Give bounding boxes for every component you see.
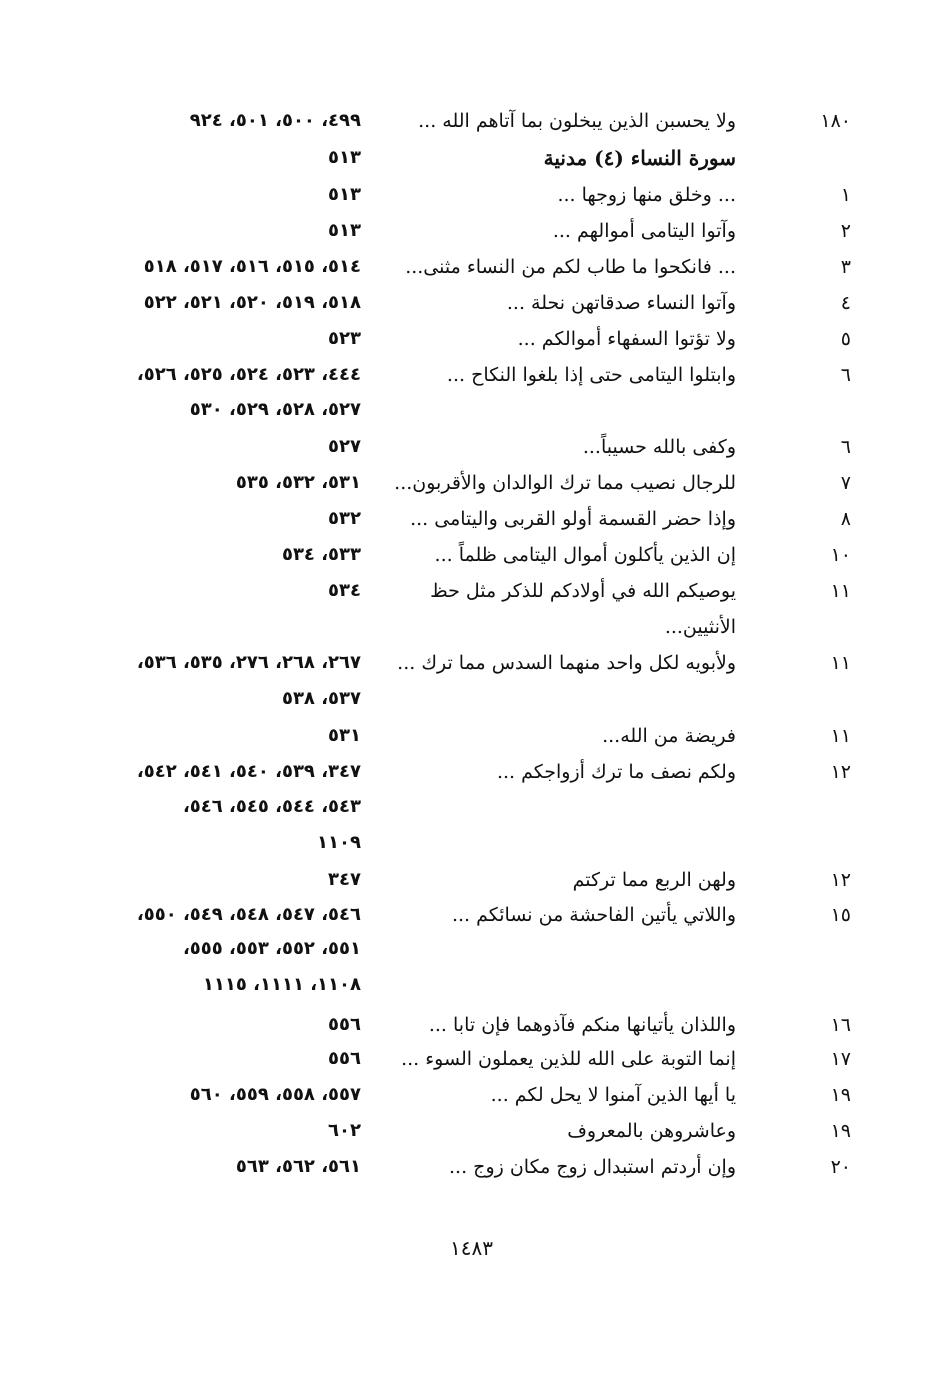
page-references: ٣٤٧، ٥٣٩، ٥٤٠، ٥٤١، ٥٤٢، — [136, 761, 361, 782]
verse-text: ... فانكحوا ما طاب لكم من النساء مثنى... — [405, 256, 736, 278]
index-row-continuation — [0, 681, 943, 717]
page-references: ٥٢٣ — [328, 328, 361, 349]
page-references: ٥١٣ — [328, 147, 361, 168]
page-references: ٥٥٦ — [328, 1048, 361, 1069]
verse-number: ١٢ — [830, 869, 851, 891]
index-row-continuation — [0, 392, 943, 428]
verse-number: ٢٠ — [830, 1156, 851, 1178]
index-row — [0, 357, 943, 393]
page-references: ٤٤٤، ٥٢٣، ٥٢٤، ٥٢٥، ٥٢٦، — [136, 364, 361, 385]
verse-text: ... وخلق منها زوجها ... — [557, 184, 736, 206]
verse-text: للرجال نصيب مما ترك الوالدان والأقربون... — [394, 472, 736, 494]
index-row — [0, 321, 943, 357]
page-references: ٥٣١ — [328, 725, 361, 746]
page-references: ٢٦٧، ٢٦٨، ٢٧٦، ٥٣٥، ٥٣٦، — [136, 652, 361, 673]
verse-text: وآتوا النساء صدقاتهن نحلة ... — [506, 292, 736, 314]
index-row-continuation — [0, 931, 943, 967]
page-references: ٥٥٦ — [328, 1014, 361, 1035]
page-number: ١٤٨٣ — [450, 1236, 493, 1260]
surah-heading: سورة النساء (٤) مدنية — [543, 146, 736, 170]
page-references: ٥٢٧ — [328, 436, 361, 457]
page-references: ٥١٣ — [328, 220, 361, 241]
page-references: ٣٤٧ — [328, 869, 361, 890]
verse-number: ٤ — [840, 292, 851, 314]
verse-number: ١٥ — [830, 904, 851, 926]
index-row — [0, 285, 943, 321]
page-references: ٥٣٤ — [328, 580, 361, 601]
index-row-continuation — [0, 825, 943, 861]
page-references: ٥٣١، ٥٣٢، ٥٣٥ — [235, 472, 361, 493]
verse-text: ولكم نصف ما ترك أزواجكم ... — [496, 761, 736, 783]
index-row — [0, 754, 943, 790]
page-references: ٥٥١، ٥٥٢، ٥٥٣، ٥٥٥، — [182, 938, 361, 959]
index-row — [0, 429, 943, 465]
index-row — [0, 718, 943, 754]
verse-text: إن الذين يأكلون أموال اليتامى ظلماً ... — [434, 544, 736, 566]
verse-number: ١١ — [830, 580, 851, 602]
verse-text: وعاشروهن بالمعروف — [567, 1120, 736, 1142]
verse-text: واللذان يأتيانها منكم فآذوهما فإن تابا ... — [428, 1014, 736, 1036]
index-row — [0, 1113, 943, 1149]
verse-text: ولا يحسبن الذين يبخلون بما آتاهم الله ... — [418, 110, 736, 132]
page-references: ٥٦١، ٥٦٢، ٥٦٣ — [235, 1156, 361, 1177]
index-row — [0, 465, 943, 501]
verse-text: إنما التوبة على الله للذين يعملون السوء ... — [401, 1048, 736, 1070]
index-row — [0, 573, 943, 645]
index-row — [0, 1041, 943, 1077]
verse-number: ١٢ — [830, 761, 851, 783]
verse-number: ٢ — [840, 220, 851, 242]
verse-text: وابتلوا اليتامى حتى إذا بلغوا النكاح ... — [446, 364, 736, 386]
page-references: ١١٠٩ — [317, 832, 361, 853]
page-references: ٦٠٢ — [328, 1120, 361, 1141]
page-references: ١١٠٨، ١١١١، ١١١٥ — [202, 974, 361, 995]
page-references: ٥١٣ — [328, 184, 361, 205]
index-row — [0, 177, 943, 213]
verse-text: فريضة من الله... — [602, 725, 736, 747]
verse-text: وآتوا اليتامى أموالهم ... — [552, 220, 736, 242]
page-references: ٥١٨، ٥١٩، ٥٢٠، ٥٢١، ٥٢٢ — [143, 292, 361, 313]
verse-text: وإن أردتم استبدال زوج مكان زوج ... — [449, 1156, 736, 1178]
index-row — [0, 103, 943, 139]
page-references: ٥٣٣، ٥٣٤ — [281, 544, 361, 565]
verse-text: يوصيكم الله في أولادكم للذكر مثل حظ الأنثيين... — [430, 580, 736, 638]
verse-text: ولأبويه لكل واحد منهما السدس مما ترك ... — [397, 652, 736, 674]
verse-text: واللاتي يأتين الفاحشة من نسائكم ... — [451, 904, 736, 926]
index-row — [0, 213, 943, 249]
index-row — [0, 862, 943, 898]
verse-number: ٣ — [840, 256, 851, 278]
verse-number: ١٩ — [830, 1120, 851, 1142]
verse-number: ٧ — [840, 472, 851, 494]
verse-text: وإذا حضر القسمة أولو القربى واليتامى ... — [410, 508, 736, 530]
page-references: ٤٩٩، ٥٠٠، ٥٠١، ٩٢٤ — [189, 110, 361, 131]
surah-heading-row — [0, 140, 943, 176]
index-row — [0, 501, 943, 537]
index-row — [0, 897, 943, 933]
verse-number: ٥ — [840, 328, 851, 350]
index-row — [0, 645, 943, 681]
verse-number: ١١ — [830, 725, 851, 747]
verse-number: ٨ — [840, 508, 851, 530]
index-row — [0, 1007, 943, 1043]
page-references: ٥٢٧، ٥٢٨، ٥٢٩، ٥٣٠ — [189, 399, 361, 420]
verse-number: ١١ — [830, 652, 851, 674]
verse-text: وكفى بالله حسيباً... — [582, 436, 736, 458]
verse-number: ١٧ — [830, 1048, 851, 1070]
index-row-continuation — [0, 789, 943, 825]
verse-number: ١٨٠ — [820, 110, 851, 132]
verse-text: ولهن الربع مما تركتم — [572, 869, 736, 891]
verse-number: ١٠ — [830, 544, 851, 566]
verse-number: ٦ — [840, 436, 851, 458]
index-row — [0, 1149, 943, 1185]
page-references: ٥٣٧، ٥٣٨ — [281, 688, 361, 709]
verse-number: ١٩ — [830, 1084, 851, 1106]
page-references: ٥١٤، ٥١٥، ٥١٦، ٥١٧، ٥١٨ — [143, 256, 361, 277]
verse-text: ولا تؤتوا السفهاء أموالكم ... — [517, 328, 736, 350]
index-row — [0, 537, 943, 573]
page-references: ٥٣٢ — [328, 508, 361, 529]
verse-number: ٦ — [840, 364, 851, 386]
index-row — [0, 249, 943, 285]
page-references: ٥٤٦، ٥٤٧، ٥٤٨، ٥٤٩، ٥٥٠، — [136, 904, 361, 925]
page-references: ٥٤٣، ٥٤٤، ٥٤٥، ٥٤٦، — [182, 796, 361, 817]
verse-text: يا أيها الذين آمنوا لا يحل لكم ... — [490, 1084, 736, 1106]
index-row — [0, 1077, 943, 1113]
page-references: ٥٥٧، ٥٥٨، ٥٥٩، ٥٦٠ — [189, 1084, 361, 1105]
verse-number: ١ — [840, 184, 851, 206]
verse-number: ١٦ — [830, 1014, 851, 1036]
index-row-continuation — [0, 967, 943, 1003]
